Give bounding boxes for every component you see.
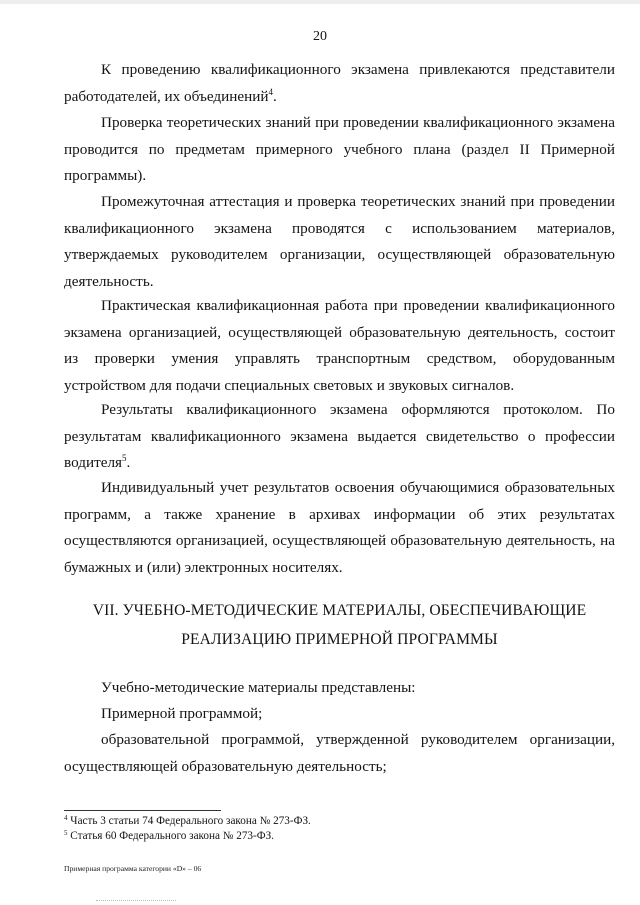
paragraph-exam-results	[64, 397, 615, 477]
footnote-separator	[64, 810, 221, 811]
paragraph-end: .	[273, 87, 277, 105]
materials-item-educational-program: образовательной программой, утвержденной руководителем организации, осуществляющей образовательную деятельность;	[64, 731, 615, 775]
materials-intro: Учебно-методические материалы представлены:	[101, 679, 416, 696]
footnote-text: Часть 3 статьи 74 Федерального закона № 273-ФЗ.	[70, 815, 311, 827]
paragraph-theory-check: Проверка теоретических знаний при проведении квалификационного экзамена проводится по предметам примерного учебного плана (раздел II Примерной программы).	[64, 114, 615, 184]
paragraph-individual-records: Индивидуальный учет результатов освоения обучающимися образовательных программ, а также хранение в архивах информации об этих результатах осуществляются организацией, осуществляющей образовательную деятельность, на бумажных и (или) электронных носителях.	[64, 479, 615, 576]
paragraph-practical-work: Практическая квалификационная работа при проведении квалификационного экзамена организацией, осуществляющей образовательную деятельность, состоит из проверки умения управлять транспортным средством, оборудованным устройством для подачи специальных световых и звуковых сигналов.	[64, 297, 615, 394]
top-border	[0, 0, 640, 4]
footnote-ref: 4	[268, 86, 274, 97]
footnote-ref: 5	[122, 453, 127, 463]
footnote-4	[64, 814, 311, 828]
paragraph-end: .	[126, 454, 131, 471]
paragraph-intermediate-attestation: Промежуточная аттестация и проверка теоретических знаний при проведении квалификационного экзамена проводятся с использованием материалов, утверждаемых руководителем организации, осуществляющей образовательную деятельность.	[64, 193, 615, 290]
paragraph-text: Результаты квалификационного экзамена оформляются протоколом. По результатам квалификационного экзамена выдается свидетельство о профессии водителя	[64, 401, 615, 471]
bottom-edge-mark	[96, 900, 176, 903]
section-heading-line1: VII. УЧЕБНО-МЕТОДИЧЕСКИЕ МАТЕРИАЛЫ, ОБЕСПЕЧИВАЮЩИЕ	[92, 602, 587, 619]
page-footer: Примерная программа категории «D» – 06	[64, 864, 202, 873]
footnote-text: Статья 60 Федерального закона № 273-ФЗ.	[70, 830, 274, 842]
footnote-5	[64, 829, 274, 843]
section-heading-line2: РЕАЛИЗАЦИЮ ПРИМЕРНОЙ ПРОГРАММЫ	[181, 631, 498, 648]
section-heading	[64, 596, 615, 654]
paragraph-text: К проведению квалификационного экзамена привлекаются представители работодателей, их объединений	[64, 61, 615, 105]
footnote-marker: 4	[64, 814, 68, 822]
footnote-marker: 5	[64, 829, 68, 837]
materials-item-program: Примерной программой;	[101, 705, 263, 722]
page-number: 20	[313, 29, 327, 44]
paragraph-examiners	[64, 57, 615, 110]
